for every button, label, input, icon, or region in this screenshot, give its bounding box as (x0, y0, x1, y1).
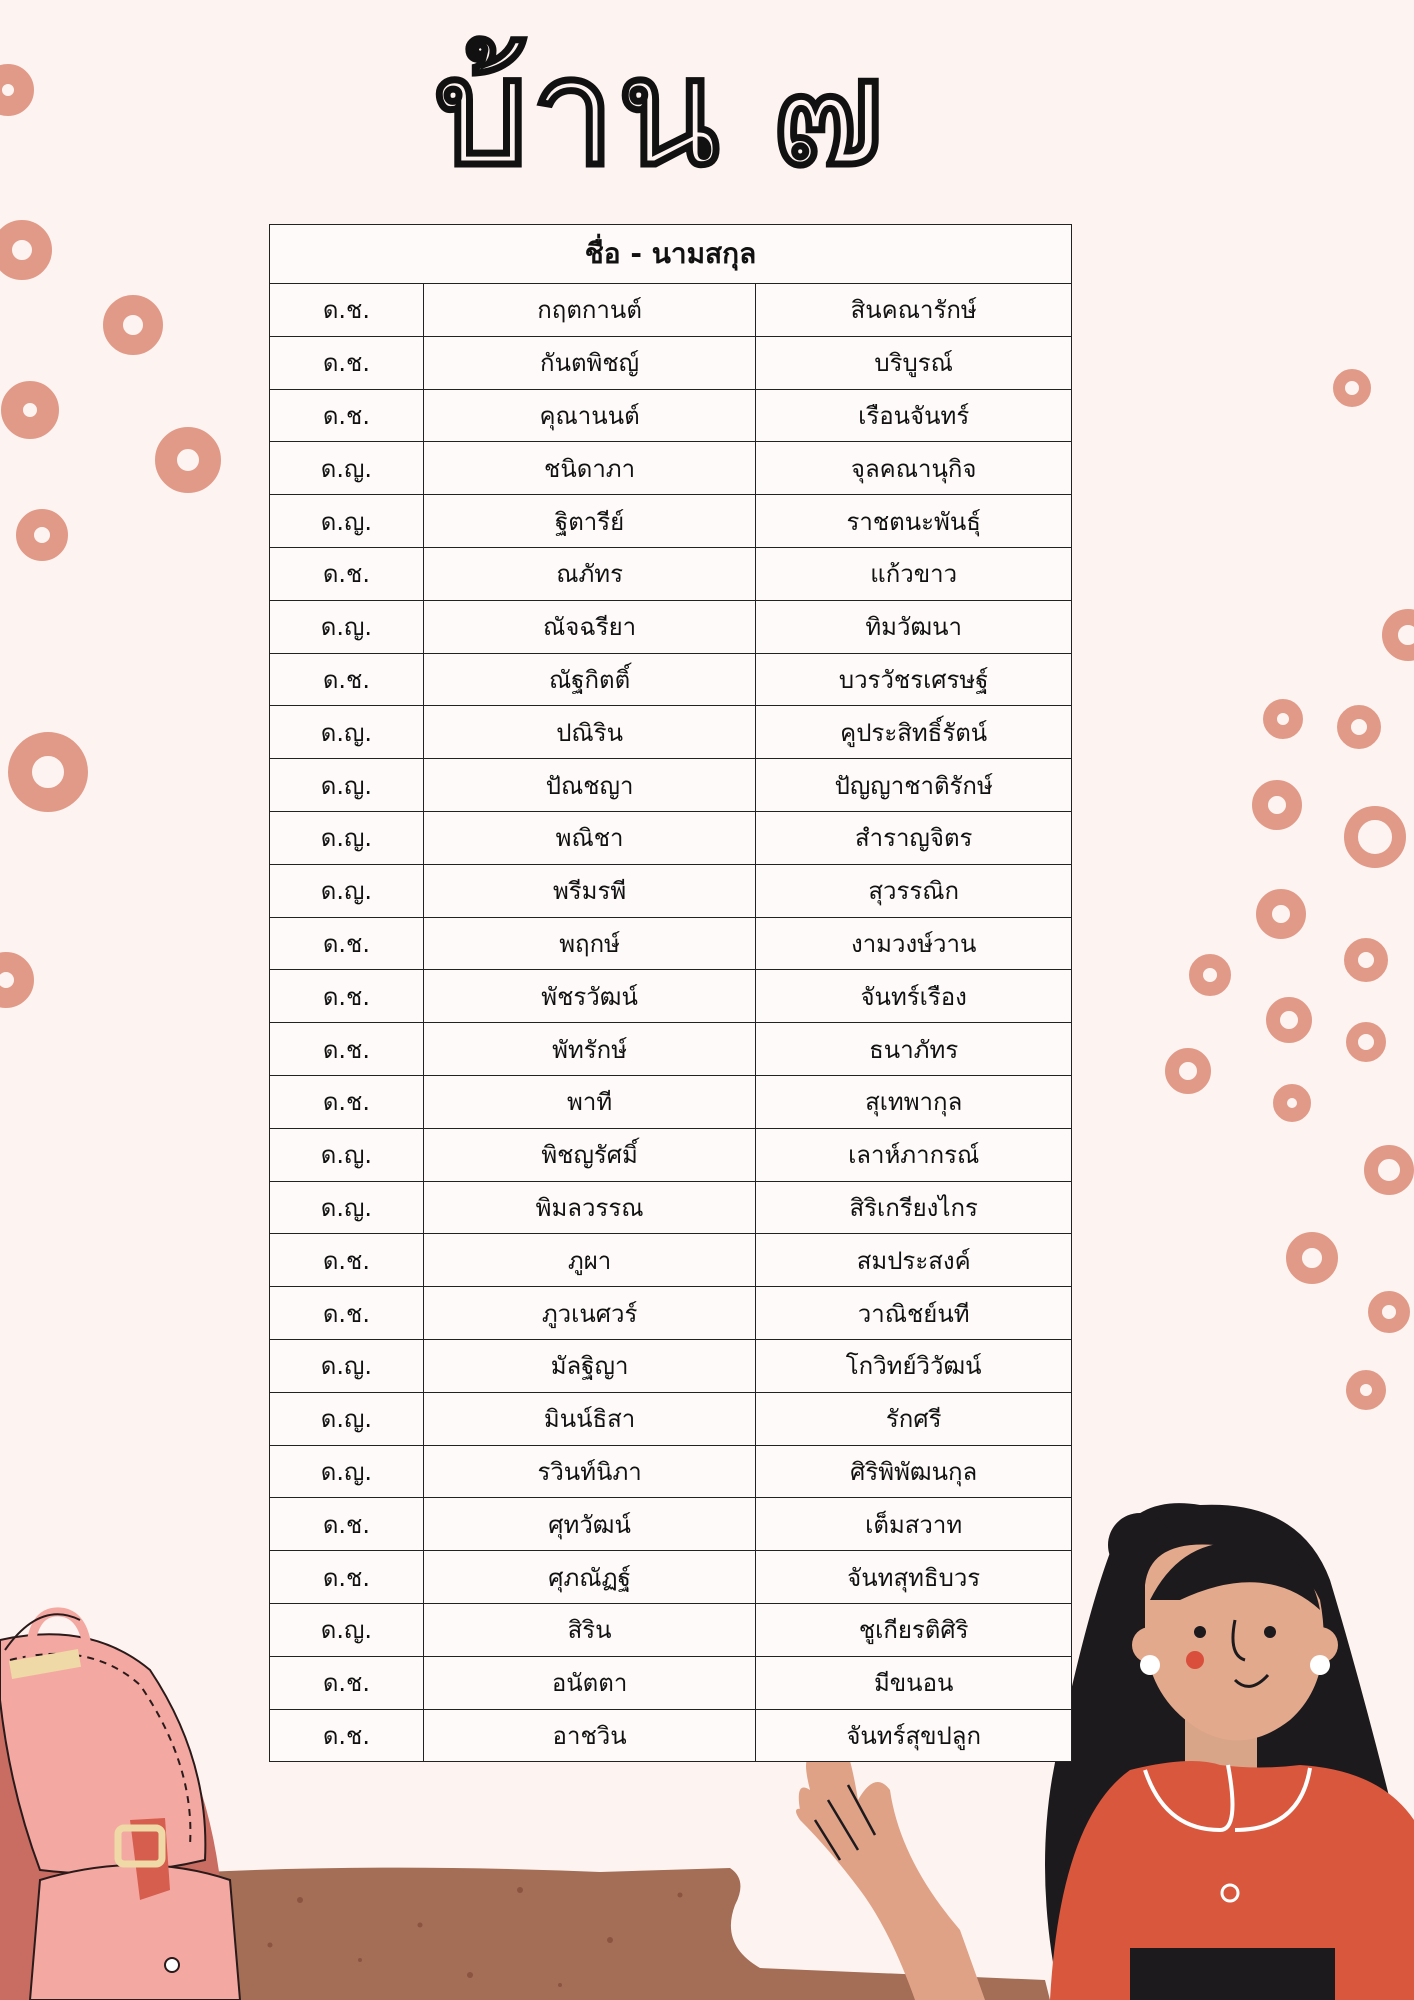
last-name-cell: ราชตนะพันธุ์ (756, 495, 1072, 548)
last-name-cell: ศิริพิพัฒนกุล (756, 1445, 1072, 1498)
last-name-cell: ธนาภัทร (756, 1023, 1072, 1076)
table-row (270, 1445, 1072, 1498)
last-name-cell: สิริเกรียงไกร (756, 1181, 1072, 1234)
table-row (270, 759, 1072, 812)
last-name-cell: ชูเกียรติศิริ (756, 1603, 1072, 1656)
table-row (270, 389, 1072, 442)
first-name-cell: พัทรักษ์ (423, 1023, 756, 1076)
last-name-cell: สินคณารักษ์ (756, 284, 1072, 337)
title-prefix-cell: ด.ช. (270, 389, 424, 442)
first-name-cell: อนัตตา (423, 1656, 756, 1709)
first-name-cell: มัลฐิญา (423, 1339, 756, 1392)
first-name-cell: พิมลวรรณ (423, 1181, 756, 1234)
last-name-cell: คูประสิทธิ์รัตน์ (756, 706, 1072, 759)
table-row (270, 1709, 1072, 1762)
table-row (270, 442, 1072, 495)
first-name-cell: ภูผา (423, 1234, 756, 1287)
first-name-cell: ชนิดาภา (423, 442, 756, 495)
last-name-cell: จันทสุทธิบวร (756, 1551, 1072, 1604)
table-row (270, 284, 1072, 337)
table-row (270, 970, 1072, 1023)
title-prefix-cell: ด.ช. (270, 1234, 424, 1287)
title-prefix-cell: ด.ช. (270, 547, 424, 600)
table-row (270, 706, 1072, 759)
title-prefix-cell: ด.ช. (270, 653, 424, 706)
title-prefix-cell: ด.ช. (270, 970, 424, 1023)
first-name-cell: ปัณชญา (423, 759, 756, 812)
last-name-cell: โกวิทย์วิวัฒน์ (756, 1339, 1072, 1392)
first-name-cell: ฐิตารีย์ (423, 495, 756, 548)
last-name-cell: บวรวัชรเศรษฐ์ (756, 653, 1072, 706)
title-prefix-cell: ด.ช. (270, 1709, 424, 1762)
first-name-cell: พณิชา (423, 811, 756, 864)
first-name-cell: พรีมรพี (423, 864, 756, 917)
title-prefix-cell: ด.ช. (270, 336, 424, 389)
last-name-cell: สำราญจิตร (756, 811, 1072, 864)
title-prefix-cell: ด.ญ. (270, 1181, 424, 1234)
table-row (270, 600, 1072, 653)
first-name-cell: ภูวเนศวร์ (423, 1287, 756, 1340)
first-name-cell: รวินท์นิภา (423, 1445, 756, 1498)
table-row (270, 495, 1072, 548)
table-header: ชื่อ - นามสกุล (270, 225, 1072, 284)
table-row (270, 1551, 1072, 1604)
title-prefix-cell: ด.ญ. (270, 1128, 424, 1181)
title-prefix-cell: ด.ช. (270, 284, 424, 337)
title-prefix-cell: ด.ญ. (270, 759, 424, 812)
title-prefix-cell: ด.ญ. (270, 864, 424, 917)
last-name-cell: ทิมวัฒนา (756, 600, 1072, 653)
first-name-cell: พิชญรัศมิ์ (423, 1128, 756, 1181)
last-name-cell: สมประสงค์ (756, 1234, 1072, 1287)
title-prefix-cell: ด.ช. (270, 1287, 424, 1340)
table-body (270, 284, 1072, 1762)
table-row (270, 917, 1072, 970)
table-row (270, 547, 1072, 600)
title-prefix-cell: ด.ญ. (270, 811, 424, 864)
table-row (270, 1181, 1072, 1234)
table-row (270, 811, 1072, 864)
title-prefix-cell: ด.ช. (270, 1498, 424, 1551)
first-name-cell: ศุภณัฏฐ์ (423, 1551, 756, 1604)
first-name-cell: พฤกษ์ (423, 917, 756, 970)
table-row (270, 1128, 1072, 1181)
name-roster-table (269, 224, 1072, 1762)
title-prefix-cell: ด.ญ. (270, 495, 424, 548)
last-name-cell: วาณิชย์นที (756, 1287, 1072, 1340)
title-prefix-cell: ด.ช. (270, 917, 424, 970)
first-name-cell: ณภัทร (423, 547, 756, 600)
last-name-cell: รักศรี (756, 1392, 1072, 1445)
table-row (270, 1234, 1072, 1287)
table-row (270, 1656, 1072, 1709)
last-name-cell: เลาห์ภากรณ์ (756, 1128, 1072, 1181)
table-row (270, 653, 1072, 706)
title-prefix-cell: ด.ญ. (270, 1339, 424, 1392)
last-name-cell: เรือนจันทร์ (756, 389, 1072, 442)
last-name-cell: บริบูรณ์ (756, 336, 1072, 389)
table-row (270, 1498, 1072, 1551)
title-prefix-cell: ด.ญ. (270, 1445, 424, 1498)
last-name-cell: จุลคณานุกิจ (756, 442, 1072, 495)
first-name-cell: ปณิริน (423, 706, 756, 759)
first-name-cell: ศุทวัฒน์ (423, 1498, 756, 1551)
title-prefix-cell: ด.ญ. (270, 442, 424, 495)
last-name-cell: จันทร์สุขปลูก (756, 1709, 1072, 1762)
first-name-cell: อาชวิน (423, 1709, 756, 1762)
table-row (270, 1392, 1072, 1445)
first-name-cell: กันตพิชญ์ (423, 336, 756, 389)
last-name-cell: สุเทพากุล (756, 1075, 1072, 1128)
first-name-cell: พาที (423, 1075, 756, 1128)
table-row (270, 1075, 1072, 1128)
title-prefix-cell: ด.ช. (270, 1023, 424, 1076)
title-prefix-cell: ด.ญ. (270, 1603, 424, 1656)
page-title: บ้าน ๗ (433, 26, 887, 200)
backpack-illustration (0, 1612, 240, 2000)
title-prefix-cell: ด.ญ. (270, 600, 424, 653)
last-name-cell: แก้วขาว (756, 547, 1072, 600)
table-row (270, 1023, 1072, 1076)
last-name-cell: เต็มสวาท (756, 1498, 1072, 1551)
title-prefix-cell: ด.ช. (270, 1551, 424, 1604)
last-name-cell: สุวรรณิก (756, 864, 1072, 917)
first-name-cell: สิริน (423, 1603, 756, 1656)
table-row (270, 1287, 1072, 1340)
last-name-cell: จันทร์เรือง (756, 970, 1072, 1023)
first-name-cell: กฤตกานต์ (423, 284, 756, 337)
table-row (270, 864, 1072, 917)
table-row (270, 1603, 1072, 1656)
first-name-cell: พัชรวัฒน์ (423, 970, 756, 1023)
last-name-cell: ปัญญาชาติรักษ์ (756, 759, 1072, 812)
table-header-row (270, 225, 1072, 284)
table-row (270, 336, 1072, 389)
first-name-cell: ณัฐกิตติ์ (423, 653, 756, 706)
title-prefix-cell: ด.ช. (270, 1075, 424, 1128)
last-name-cell: งามวงษ์วาน (756, 917, 1072, 970)
title-prefix-cell: ด.ญ. (270, 706, 424, 759)
title-prefix-cell: ด.ช. (270, 1656, 424, 1709)
first-name-cell: มินน์ธิสา (423, 1392, 756, 1445)
first-name-cell: คุณานนต์ (423, 389, 756, 442)
table-row (270, 1339, 1072, 1392)
last-name-cell: มีขนอน (756, 1656, 1072, 1709)
title-prefix-cell: ด.ญ. (270, 1392, 424, 1445)
first-name-cell: ณัจฉรียา (423, 600, 756, 653)
